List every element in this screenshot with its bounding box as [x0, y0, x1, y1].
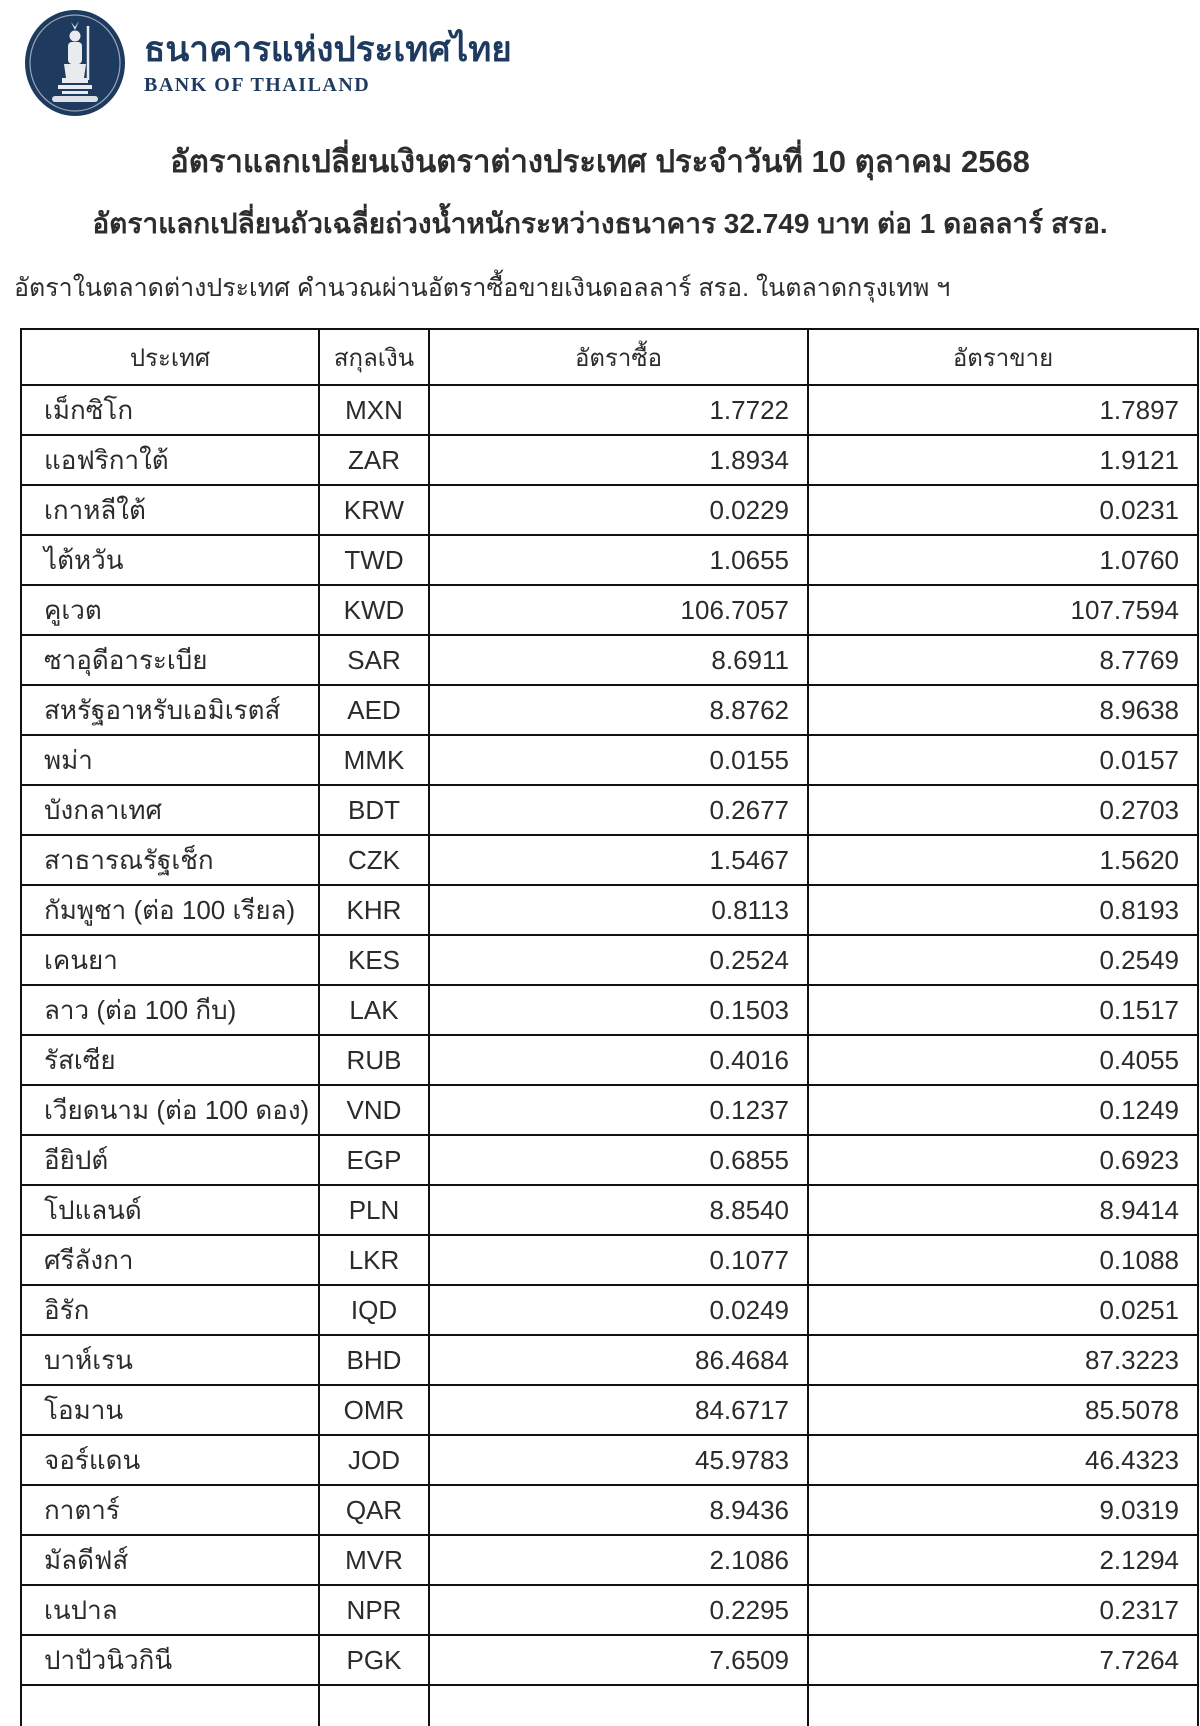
- table-row: [21, 1035, 1198, 1085]
- page-title: อัตราแลกเปลี่ยนเงินตราต่างประเทศ ประจำวันที่ 10 ตุลาคม 2568: [170, 144, 1030, 179]
- country-cell: บาห์เรน: [21, 1335, 319, 1385]
- brand-text: [144, 29, 512, 97]
- table-row: [21, 885, 1198, 935]
- table-row: [21, 435, 1198, 485]
- sell-rate-cell: 0.2549: [808, 935, 1198, 985]
- sell-rate-cell: 0.0157: [808, 735, 1198, 785]
- country-cell: เวียดนาม (ต่อ 100 ดอง): [21, 1085, 319, 1135]
- currency-cell: TWD: [319, 535, 429, 585]
- buy-rate-cell: 0.0155: [429, 735, 808, 785]
- country-cell: เกาหลีใต้: [21, 485, 319, 535]
- sell-rate-cell: 46.4323: [808, 1435, 1198, 1485]
- country-cell: ไต้หวัน: [21, 535, 319, 585]
- page-note: อัตราในตลาดต่างประเทศ คำนวณผ่านอัตราซื้อขายเงินดอลลาร์ สรอ. ในตลาดกรุงเทพ ฯ: [14, 274, 951, 302]
- currency-cell: ZAR: [319, 435, 429, 485]
- buy-rate-cell: 0.2295: [429, 1585, 808, 1635]
- buy-rate-cell: 0.1077: [429, 1235, 808, 1285]
- sell-rate-cell: 107.7594: [808, 585, 1198, 635]
- sell-rate-cell: 0.0231: [808, 485, 1198, 535]
- country-cell: มัลดีฟส์: [21, 1535, 319, 1585]
- table-row: [21, 635, 1198, 685]
- bank-of-thailand-logo-icon: [22, 8, 128, 118]
- table-row: [21, 1535, 1198, 1585]
- currency-cell: MMK: [319, 735, 429, 785]
- currency-cell: IQD: [319, 1285, 429, 1335]
- buy-rate-cell: 1.5467: [429, 835, 808, 885]
- buy-rate-cell: 2.1086: [429, 1535, 808, 1585]
- country-cell: พม่า: [21, 735, 319, 785]
- country-cell: [21, 1685, 319, 1726]
- sell-rate-cell: 0.4055: [808, 1035, 1198, 1085]
- sell-rate-cell: 1.9121: [808, 435, 1198, 485]
- buy-rate-cell: 86.4684: [429, 1335, 808, 1385]
- currency-cell: CZK: [319, 835, 429, 885]
- country-cell: จอร์แดน: [21, 1435, 319, 1485]
- column-header-buy-rate: อัตราซื้อ: [429, 329, 808, 385]
- sell-rate-cell: 7.7264: [808, 1635, 1198, 1685]
- column-header-sell-rate: อัตราขาย: [808, 329, 1198, 385]
- currency-cell: EGP: [319, 1135, 429, 1185]
- buy-rate-cell: 0.2677: [429, 785, 808, 835]
- buy-rate-cell: 1.0655: [429, 535, 808, 585]
- sell-rate-cell: 0.2703: [808, 785, 1198, 835]
- column-header-currency: สกุลเงิน: [319, 329, 429, 385]
- table-row: [21, 1185, 1198, 1235]
- table-row: [21, 1135, 1198, 1185]
- buy-rate-cell: 45.9783: [429, 1435, 808, 1485]
- table-row: [21, 385, 1198, 435]
- currency-cell: SAR: [319, 635, 429, 685]
- table-row-partial: [21, 1685, 1198, 1726]
- country-cell: ศรีลังกา: [21, 1235, 319, 1285]
- table-row: [21, 1235, 1198, 1285]
- buy-rate-cell: 0.0249: [429, 1285, 808, 1335]
- sell-rate-cell: 1.5620: [808, 835, 1198, 885]
- currency-cell: PLN: [319, 1185, 429, 1235]
- table-header-row: [21, 329, 1198, 385]
- buy-rate-cell: 1.7722: [429, 385, 808, 435]
- table-header: [21, 329, 1198, 385]
- sell-rate-cell: 0.1088: [808, 1235, 1198, 1285]
- currency-cell: MXN: [319, 385, 429, 435]
- currency-cell: BDT: [319, 785, 429, 835]
- currency-cell: KRW: [319, 485, 429, 535]
- currency-cell: LAK: [319, 985, 429, 1035]
- table-row: [21, 535, 1198, 585]
- currency-cell: PGK: [319, 1635, 429, 1685]
- rates-table-body: [21, 385, 1198, 1726]
- table-row: [21, 585, 1198, 635]
- country-cell: บังกลาเทศ: [21, 785, 319, 835]
- currency-cell: KWD: [319, 585, 429, 635]
- currency-cell: KHR: [319, 885, 429, 935]
- buy-rate-cell: 0.4016: [429, 1035, 808, 1085]
- table-row: [21, 1435, 1198, 1485]
- org-header: [0, 0, 1200, 118]
- country-cell: ซาอุดีอาระเบีย: [21, 635, 319, 685]
- country-cell: โอมาน: [21, 1385, 319, 1435]
- buy-rate-cell: 84.6717: [429, 1385, 808, 1435]
- table-row: [21, 1485, 1198, 1535]
- currency-cell: VND: [319, 1085, 429, 1135]
- sell-rate-cell: 0.8193: [808, 885, 1198, 935]
- currency-cell: BHD: [319, 1335, 429, 1385]
- country-cell: สหรัฐอาหรับเอมิเรตส์: [21, 685, 319, 735]
- currency-cell: OMR: [319, 1385, 429, 1435]
- sell-rate-cell: 0.1249: [808, 1085, 1198, 1135]
- country-cell: เนปาล: [21, 1585, 319, 1635]
- column-header-country: ประเทศ: [21, 329, 319, 385]
- table-row: [21, 1385, 1198, 1435]
- table-row: [21, 1635, 1198, 1685]
- buy-rate-cell: 8.9436: [429, 1485, 808, 1535]
- sell-rate-cell: 85.5078: [808, 1385, 1198, 1435]
- country-cell: สาธารณรัฐเช็ก: [21, 835, 319, 885]
- sell-rate-cell: 0.0251: [808, 1285, 1198, 1335]
- sell-rate-cell: 0.6923: [808, 1135, 1198, 1185]
- buy-rate-cell: 0.0229: [429, 485, 808, 535]
- sell-rate-cell: 8.9414: [808, 1185, 1198, 1235]
- currency-cell: KES: [319, 935, 429, 985]
- table-row: [21, 1335, 1198, 1385]
- sell-rate-cell: 8.7769: [808, 635, 1198, 685]
- sell-rate-cell: 0.1517: [808, 985, 1198, 1035]
- buy-rate-cell: 0.8113: [429, 885, 808, 935]
- buy-rate-cell: 8.8540: [429, 1185, 808, 1235]
- table-row: [21, 1585, 1198, 1635]
- country-cell: ปาปัวนิวกินี: [21, 1635, 319, 1685]
- country-cell: กัมพูชา (ต่อ 100 เรียล): [21, 885, 319, 935]
- buy-rate-cell: 0.1503: [429, 985, 808, 1035]
- table-row: [21, 485, 1198, 535]
- country-cell: โปแลนด์: [21, 1185, 319, 1235]
- currency-cell: AED: [319, 685, 429, 735]
- currency-cell: [319, 1685, 429, 1726]
- sell-rate-cell: 9.0319: [808, 1485, 1198, 1535]
- currency-cell: QAR: [319, 1485, 429, 1535]
- buy-rate-cell: 0.6855: [429, 1135, 808, 1185]
- sell-rate-cell: 0.2317: [808, 1585, 1198, 1635]
- table-row: [21, 1085, 1198, 1135]
- exchange-rates-table: [20, 328, 1199, 1726]
- country-cell: รัสเซีย: [21, 1035, 319, 1085]
- page-subtitle: อัตราแลกเปลี่ยนถัวเฉลี่ยถ่วงน้ำหนักระหว่างธนาคาร 32.749 บาท ต่อ 1 ดอลลาร์ สรอ.: [92, 208, 1108, 239]
- country-cell: อียิปต์: [21, 1135, 319, 1185]
- country-cell: แอฟริกาใต้: [21, 435, 319, 485]
- sell-rate-cell: [808, 1685, 1198, 1726]
- buy-rate-cell: 106.7057: [429, 585, 808, 635]
- buy-rate-cell: 8.6911: [429, 635, 808, 685]
- currency-cell: JOD: [319, 1435, 429, 1485]
- org-name-thai: ธนาคารแห่งประเทศไทย: [144, 30, 512, 70]
- currency-cell: RUB: [319, 1035, 429, 1085]
- currency-cell: MVR: [319, 1535, 429, 1585]
- sell-rate-cell: 1.0760: [808, 535, 1198, 585]
- buy-rate-cell: 1.8934: [429, 435, 808, 485]
- table-row: [21, 835, 1198, 885]
- table-row: [21, 985, 1198, 1035]
- buy-rate-cell: [429, 1685, 808, 1726]
- table-row: [21, 685, 1198, 735]
- currency-cell: LKR: [319, 1235, 429, 1285]
- country-cell: เม็กซิโก: [21, 385, 319, 435]
- table-row: [21, 785, 1198, 835]
- sell-rate-cell: 1.7897: [808, 385, 1198, 435]
- table-row: [21, 735, 1198, 785]
- sell-rate-cell: 8.9638: [808, 685, 1198, 735]
- buy-rate-cell: 8.8762: [429, 685, 808, 735]
- currency-cell: NPR: [319, 1585, 429, 1635]
- country-cell: กาตาร์: [21, 1485, 319, 1535]
- buy-rate-cell: 0.2524: [429, 935, 808, 985]
- country-cell: คูเวต: [21, 585, 319, 635]
- table-row: [21, 1285, 1198, 1335]
- country-cell: เคนยา: [21, 935, 319, 985]
- sell-rate-cell: 2.1294: [808, 1535, 1198, 1585]
- org-name-english: BANK OF THAILAND: [144, 73, 371, 96]
- buy-rate-cell: 0.1237: [429, 1085, 808, 1135]
- table-row: [21, 935, 1198, 985]
- country-cell: ลาว (ต่อ 100 กีบ): [21, 985, 319, 1035]
- buy-rate-cell: 7.6509: [429, 1635, 808, 1685]
- country-cell: อิรัก: [21, 1285, 319, 1335]
- sell-rate-cell: 87.3223: [808, 1335, 1198, 1385]
